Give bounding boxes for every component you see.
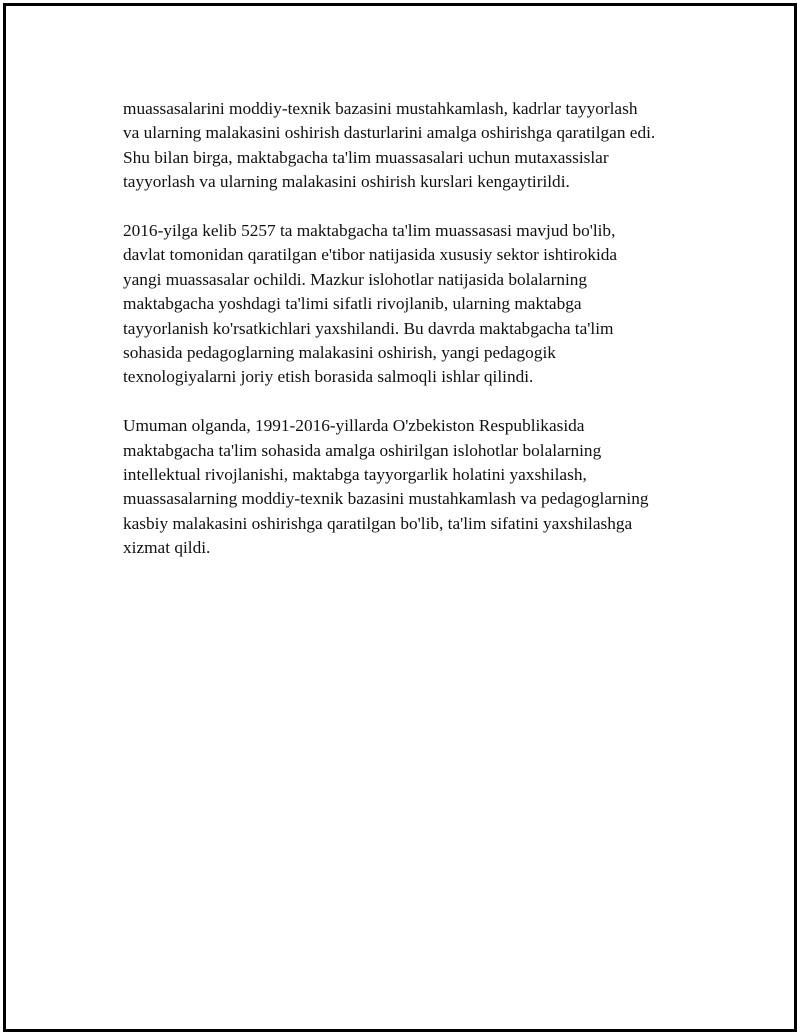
document-body bbox=[123, 97, 713, 561]
paragraph-3: Umuman olganda, 1991-2016-yillarda O'zbekiston Respublikasida maktabgacha ta'lim sohasida amalga oshirilgan islohotlar bolalarning intellektual rivojlanishi, maktabga tayyorgarlik holatini yaxshilash, muassasalarning moddiy-texnik bazasini mustahkamlash va pedagoglarning kasbiy malakasini oshirishga qaratilgan bo'lib, ta'lim sifatini yaxshilashga xizmat qildi. bbox=[123, 416, 649, 558]
paragraph-1: muassasalarini moddiy-texnik bazasini mustahkamlash, kadrlar tayyorlash va ularning malakasini oshirish dasturlarini amalga oshirishga qaratilgan edi. Shu bilan birga, maktabgacha ta'lim muassasalari uchun mutaxassislar tayyorlash va ularning malakasini oshirish kurslari kengaytirildi. bbox=[123, 99, 656, 192]
paragraph-2: 2016-yilga kelib 5257 ta maktabgacha ta'lim muassasasi mavjud bo'lib, davlat tomonidan qaratilgan e'tibor natijasida xususiy sektor ishtirokida yangi muassasalar ochildi. Mazkur islohotlar natijasida bolalarning maktabgacha yoshdagi ta'limi sifatli rivojlanib, ularning maktabga tayyorlanish ko'rsatkichlari yaxshilandi. Bu davrda maktabgacha ta'lim sohasida pedagoglarning malakasini oshirish, yangi pedagogik texnologiyalarni joriy etish borasida salmoqli ishlar qilindi. bbox=[123, 221, 618, 387]
page-frame bbox=[3, 3, 797, 1032]
